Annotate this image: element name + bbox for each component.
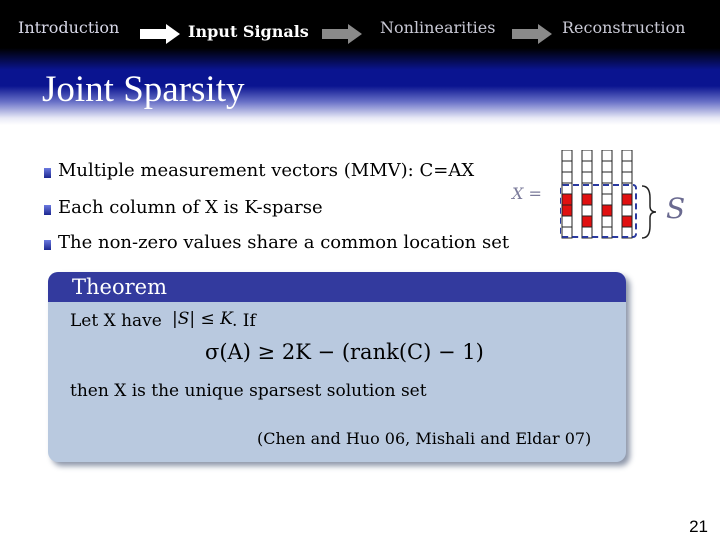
nav-input-signals[interactable]: Input Signals xyxy=(188,22,309,41)
bullet-icon xyxy=(44,240,51,250)
arrow-right-icon xyxy=(322,24,362,44)
arrow-right-icon xyxy=(140,24,180,44)
arrow-right-icon xyxy=(512,24,552,44)
slide-title: Joint Sparsity xyxy=(42,69,245,110)
bullet-icon xyxy=(44,205,51,215)
theorem-heading: Theorem xyxy=(48,272,626,302)
matrix-label: X = xyxy=(512,184,542,203)
page-number: 21 xyxy=(689,517,708,536)
theorem-condition: |S| ≤ K xyxy=(172,309,233,329)
support-set-label: S xyxy=(666,192,686,225)
bullet-text: Multiple measurement vectors (MMV): C=AX xyxy=(58,160,475,181)
bullet-icon xyxy=(44,168,51,178)
theorem-conclusion: then X is the unique sparsest solution set xyxy=(70,381,427,401)
bullet-text: Each column of X is K-sparse xyxy=(58,197,323,218)
nav-introduction[interactable]: Introduction xyxy=(18,18,120,37)
nav-nonlinearities[interactable]: Nonlinearities xyxy=(380,18,496,37)
theorem-line-suffix: . If xyxy=(232,311,256,331)
theorem-equation: σ(A) ≥ 2K − (rank(C) − 1) xyxy=(205,340,484,364)
theorem-citation: (Chen and Huo 06, Mishali and Eldar 07) xyxy=(257,429,592,448)
nav-reconstruction[interactable]: Reconstruction xyxy=(562,18,686,37)
bullet-text: The non-zero values share a common location set xyxy=(58,232,510,253)
theorem-line-prefix: Let X have xyxy=(70,311,162,331)
